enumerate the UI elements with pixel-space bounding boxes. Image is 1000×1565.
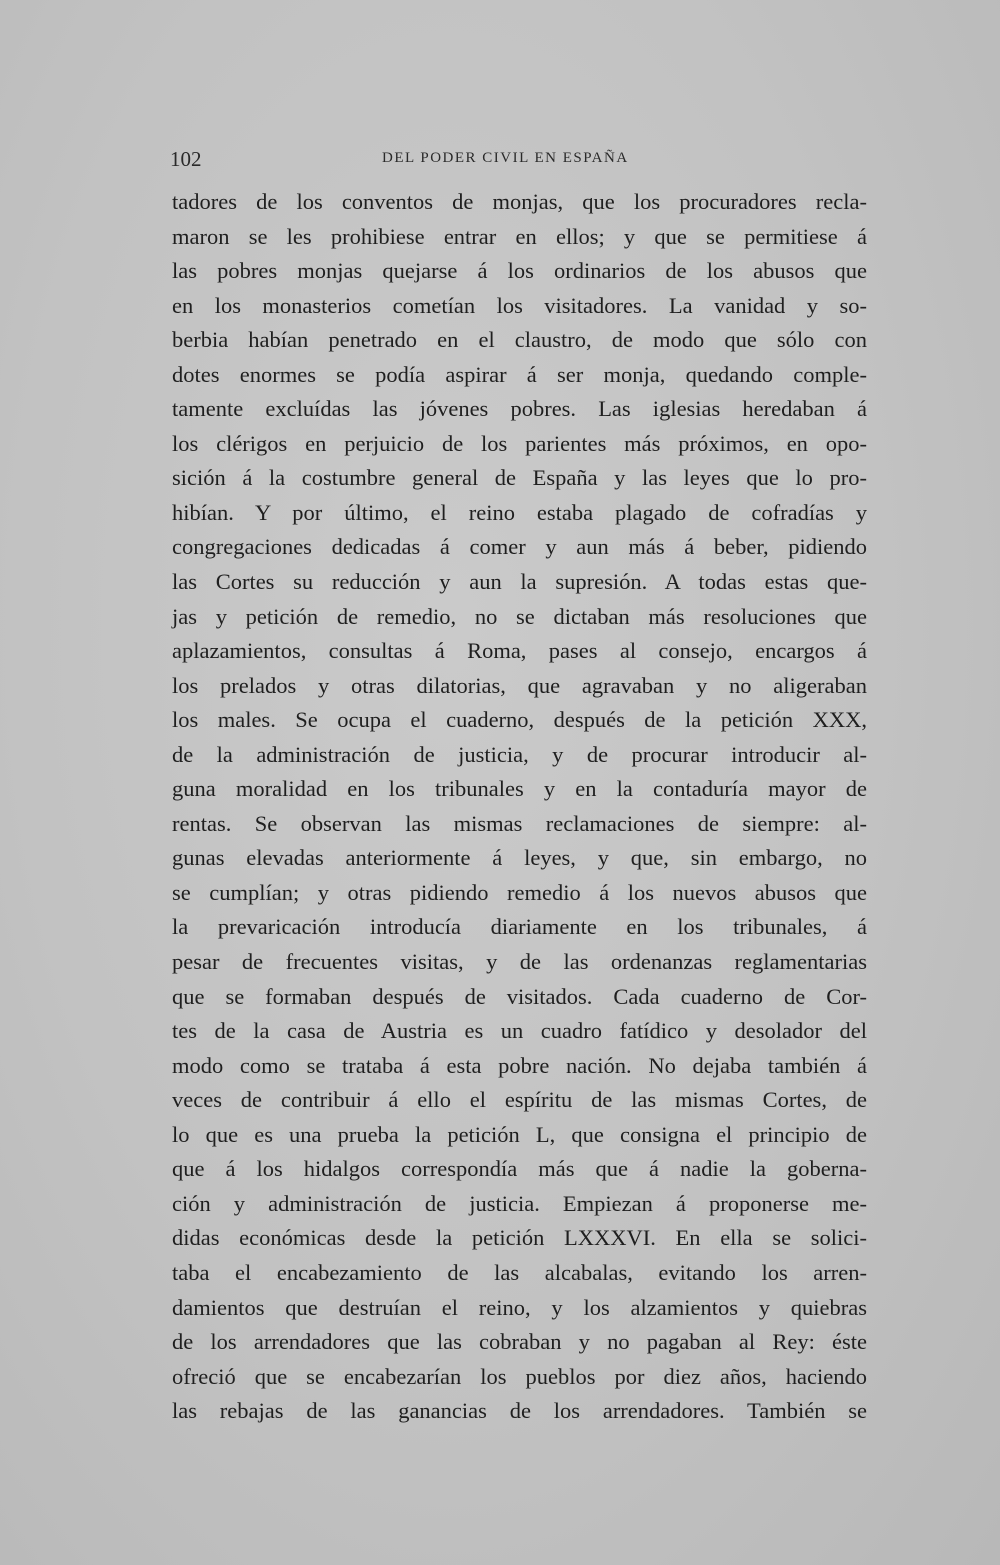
text-line: gunas elevadas anteriormente á leyes, y que, sin embargo, no [172,845,867,871]
text-line: los prelados y otras dilatorias, que agravaban y no aligeraban [172,672,867,698]
text-line: se cumplían; y otras pidiendo remedio á los nuevos abusos que [172,879,867,905]
running-title: DEL PODER CIVIL EN ESPAÑA [382,150,629,166]
text-line: dotes enormes se podía aspirar á ser monja, quedando comple- [172,361,867,387]
text-line: guna moralidad en los tribunales y en la contaduría mayor de [172,776,867,802]
text-line: las rebajas de las ganancias de los arrendadores. También se [172,1398,867,1424]
text-line: pesar de frecuentes visitas, y de las ordenanzas reglamentarias [172,949,867,975]
text-line: berbia habían penetrado en el claustro, de modo que sólo con [172,327,867,353]
text-line: aplazamientos, consultas á Roma, pases al consejo, encargos á [172,638,867,664]
text-line: tadores de los conventos de monjas, que los procuradores recla- [172,189,867,214]
text-line: tes de la casa de Austria es un cuadro fatídico y desolador del [172,1018,867,1044]
text-line: ción y administración de justicia. Empiezan á proponerse me- [172,1190,867,1216]
body-text [172,185,867,1429]
text-line: didas económicas desde la petición LXXXVI. En ella se solici- [172,1225,867,1251]
text-line: damientos que destruían el reino, y los alzamientos y quiebras [172,1294,867,1320]
page-header [170,147,870,175]
text-line: que á los hidalgos correspondía más que á nadie la goberna- [172,1156,867,1182]
text-line: veces de contribuir á ello el espíritu de las mismas Cortes, de [172,1087,867,1113]
text-line: tamente excluídas las jóvenes pobres. Las iglesias heredaban á [172,396,867,422]
text-line: sición á la costumbre general de España y las leyes que lo pro- [172,465,867,491]
page-number: 102 [170,147,202,171]
text-line: los males. Se ocupa el cuaderno, después de la petición XXX, [172,707,867,733]
text-line: ofreció que se encabezarían los pueblos por diez años, haciendo [172,1363,867,1389]
text-line: jas y petición de remedio, no se dictaban más resoluciones que [172,603,867,629]
text-line: rentas. Se observan las mismas reclamaciones de siempre: al- [172,810,867,836]
text-line: las pobres monjas quejarse á los ordinarios de los abusos que [172,258,867,284]
text-line: los clérigos en perjuicio de los parientes más próximos, en opo- [172,430,867,456]
text-line: en los monasterios cometían los visitadores. La vanidad y so- [172,292,867,318]
text-line: de la administración de justicia, y de procurar introducir al- [172,741,867,767]
text-line: la prevaricación introducía diariamente en los tribunales, á [172,914,867,940]
text-line: que se formaban después de visitados. Cada cuaderno de Cor- [172,983,867,1009]
text-line: de los arrendadores que las cobraban y no pagaban al Rey: éste [172,1329,867,1355]
text-line: modo como se trataba á esta pobre nación. No dejaba también á [172,1052,867,1078]
text-line: taba el encabezamiento de las alcabalas, evitando los arren- [172,1259,867,1285]
text-line: maron se les prohibiese entrar en ellos; y que se permitiese á [172,223,867,249]
text-line: lo que es una prueba la petición L, que consigna el principio de [172,1121,867,1147]
text-line: hibían. Y por último, el reino estaba plagado de cofradías y [172,499,867,525]
text-line: las Cortes su reducción y aun la supresión. A todas estas que- [172,569,867,595]
text-line: congregaciones dedicadas á comer y aun más á beber, pidiendo [172,534,867,560]
